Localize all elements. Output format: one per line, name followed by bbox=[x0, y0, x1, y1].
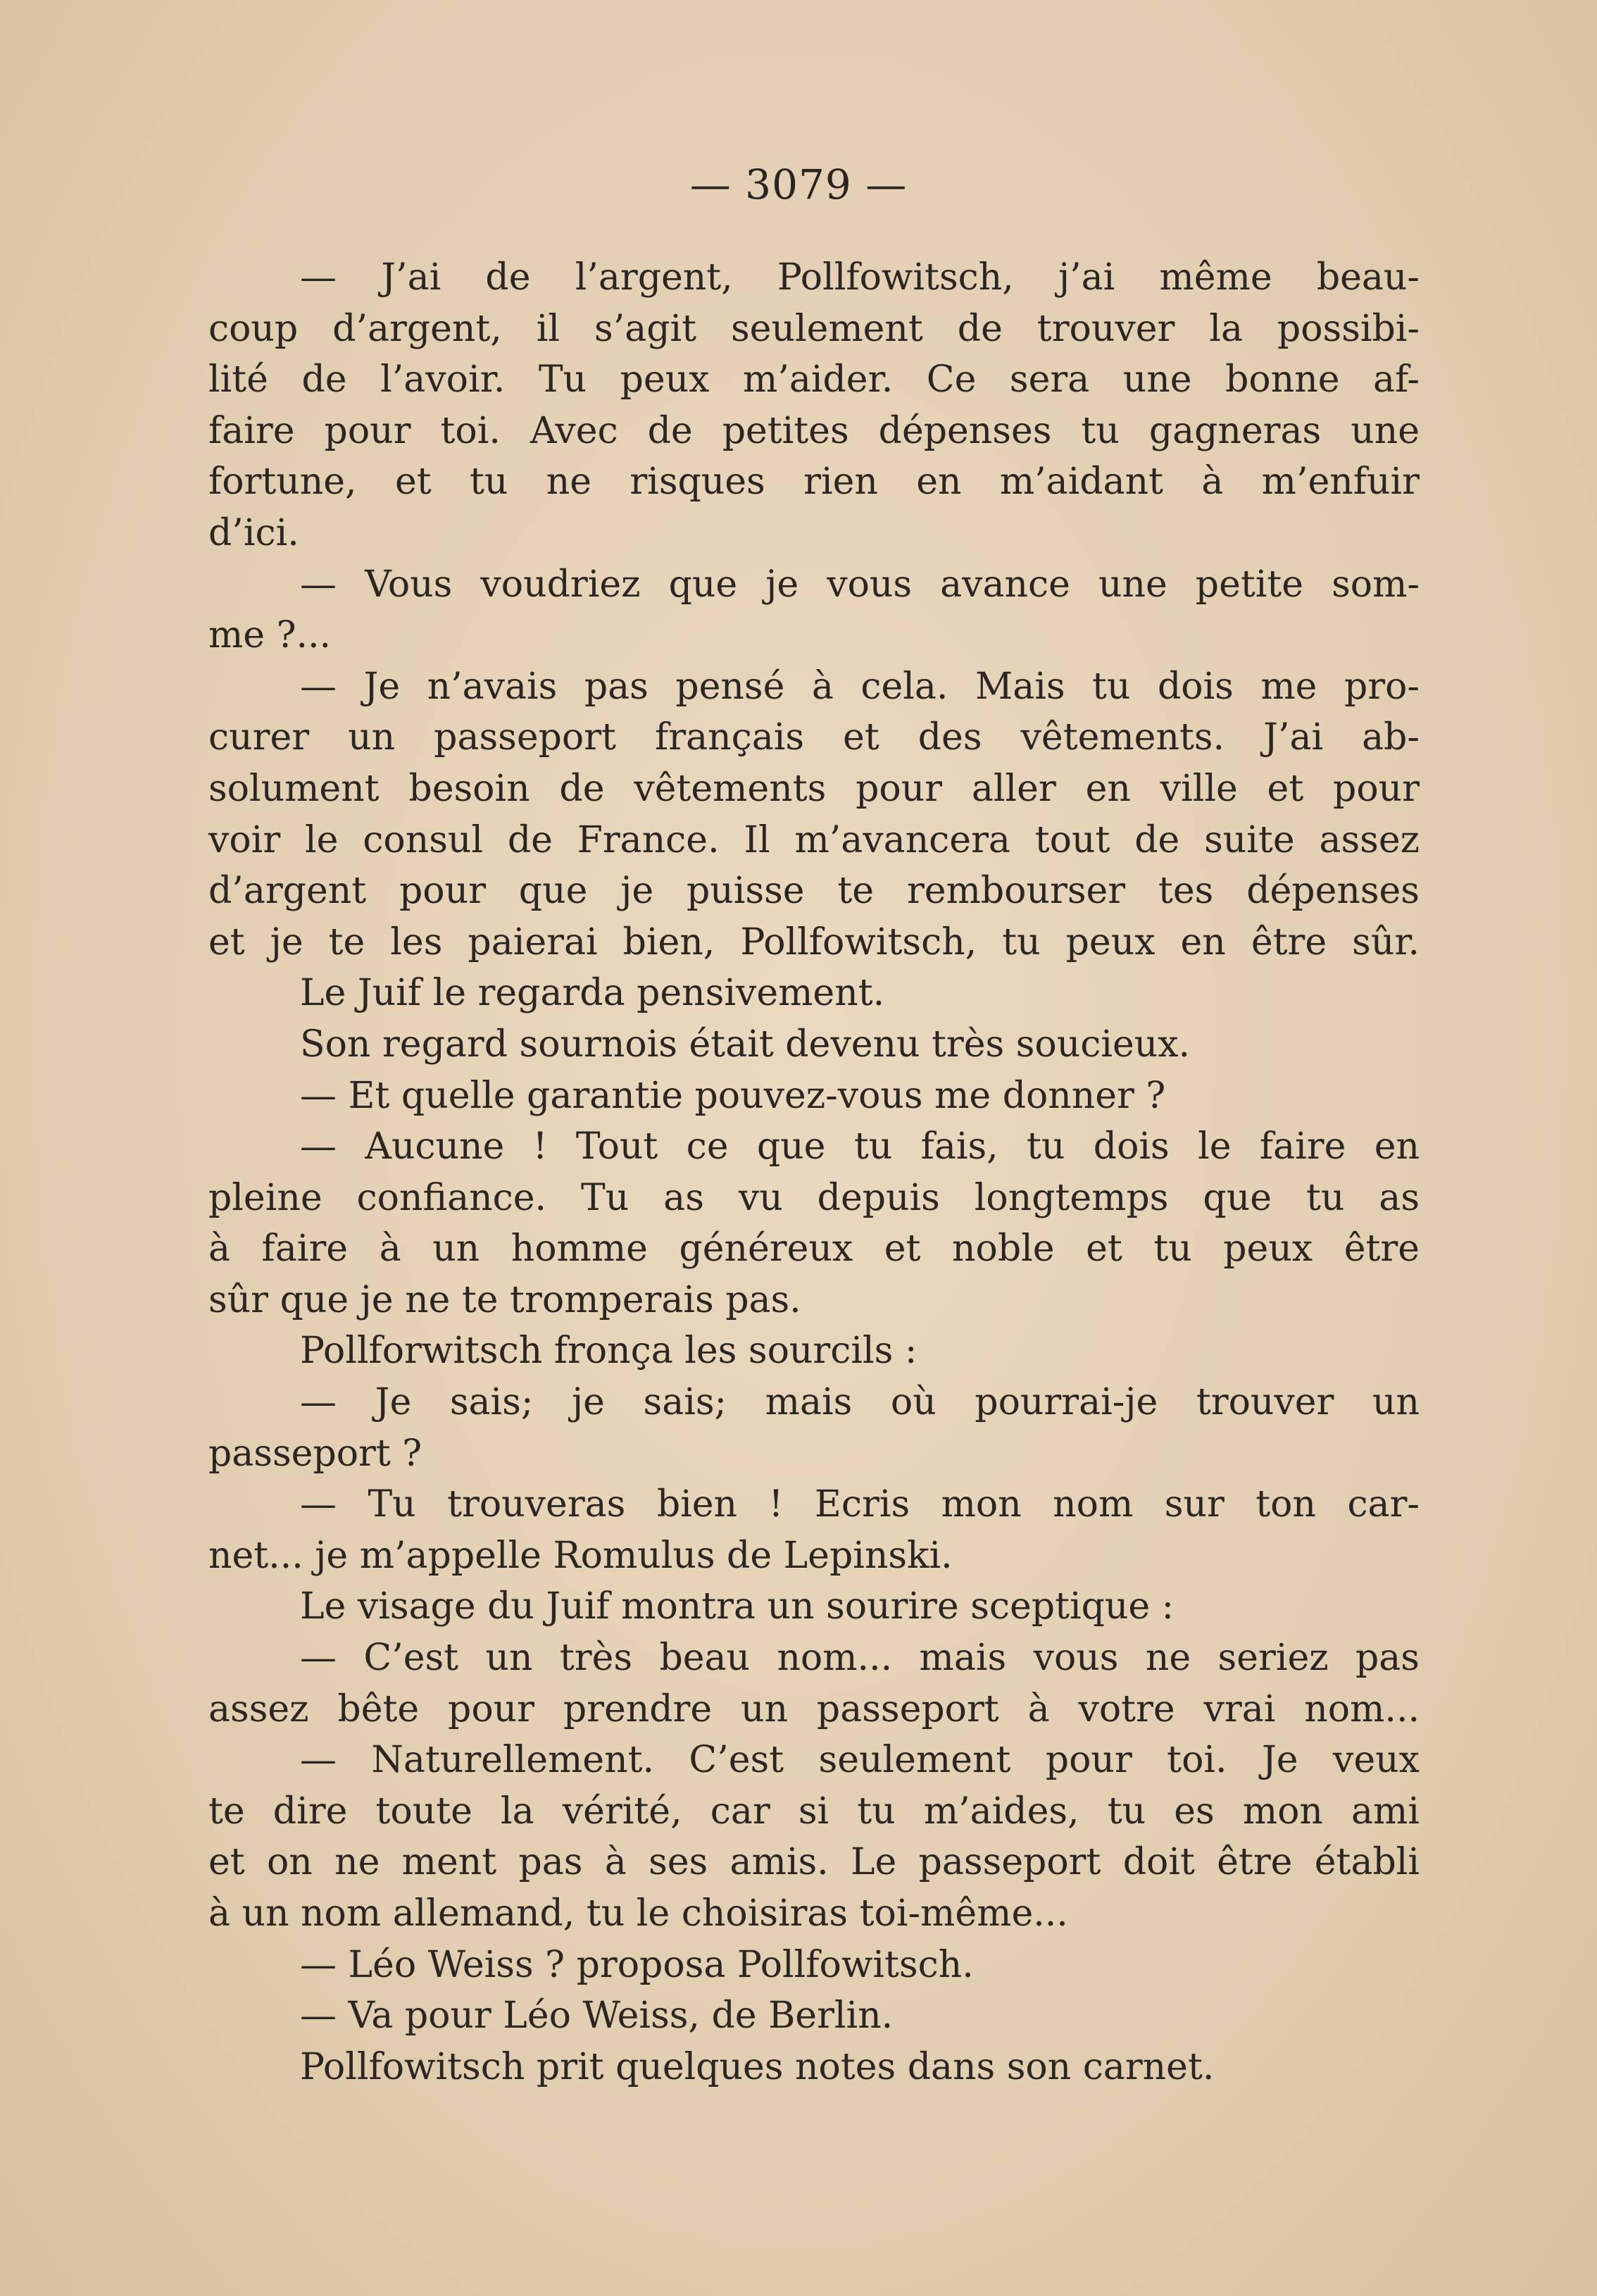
text-line: Le visage du Juif montra un sourire sceptique : bbox=[300, 1585, 1175, 1628]
text-line: voir le consul de France. Il m’avancera tout de suite assez bbox=[208, 818, 1420, 861]
text-line: — Et quelle garantie pouvez-vous me donner ? bbox=[300, 1074, 1166, 1117]
text-line: lité de l’avoir. Tu peux m’aider. Ce sera une bonne af- bbox=[208, 358, 1420, 401]
text-line: faire pour toi. Avec de petites dépenses tu gagneras une bbox=[208, 409, 1420, 452]
text-line: Son regard sournois était devenu très soucieux. bbox=[300, 1023, 1191, 1066]
text-line: à un nom allemand, tu le choisiras toi-même... bbox=[208, 1892, 1068, 1935]
text-line: Pollfowitsch prit quelques notes dans son carnet. bbox=[300, 2045, 1215, 2088]
text-line: net... je m’appelle Romulus de Lepinski. bbox=[208, 1534, 953, 1577]
text-line: assez bête pour prendre un passeport à votre vrai nom... bbox=[208, 1687, 1420, 1730]
text-line: — Tu trouveras bien ! Ecris mon nom sur ton car- bbox=[300, 1483, 1420, 1526]
text-line: fortune, et tu ne risques rien en m’aidant à m’enfuir bbox=[208, 461, 1420, 504]
text-line: sûr que je ne te tromperais pas. bbox=[208, 1278, 801, 1321]
body-text bbox=[208, 252, 1420, 2092]
text-line: — Vous voudriez que je vous avance une petite som- bbox=[300, 563, 1420, 606]
text-line: — Je n’avais pas pensé à cela. Mais tu dois me pro- bbox=[300, 665, 1420, 708]
text-line: me ?... bbox=[208, 614, 332, 657]
text-line: Le Juif le regarda pensivement. bbox=[300, 972, 885, 1015]
page-number: — 3079 — bbox=[689, 161, 908, 208]
text-line: passeport ? bbox=[208, 1432, 422, 1475]
text-line: te dire toute la vérité, car si tu m’aides, tu es mon ami bbox=[208, 1790, 1420, 1833]
text-line: à faire à un homme généreux et noble et tu peux être bbox=[208, 1228, 1420, 1271]
text-line: — C’est un très beau nom... mais vous ne seriez pas bbox=[300, 1637, 1420, 1680]
text-line: — J’ai de l’argent, Pollfowitsch, j’ai même beau- bbox=[300, 256, 1420, 299]
text-line: — Aucune ! Tout ce que tu fais, tu dois le faire en bbox=[300, 1125, 1420, 1168]
text-line: d’ici. bbox=[208, 511, 299, 554]
text-line: coup d’argent, il s’agit seulement de trouver la possibi- bbox=[208, 307, 1420, 350]
text-line: et je te les paierai bien, Pollfowitsch, tu peux en être sûr. bbox=[208, 921, 1420, 963]
text-line: — Naturellement. C’est seulement pour toi. Je veux bbox=[300, 1739, 1420, 1782]
text-line: d’argent pour que je puisse te rembourser tes dépenses bbox=[208, 870, 1420, 913]
text-line: — Léo Weiss ? proposa Pollfowitsch. bbox=[300, 1943, 974, 1986]
text-line: — Je sais; je sais; mais où pourrai-je trouver un bbox=[300, 1381, 1420, 1424]
text-line: Pollforwitsch fronça les sourcils : bbox=[300, 1330, 918, 1373]
text-line: pleine confiance. Tu as vu depuis longtemps que tu as bbox=[208, 1176, 1420, 1219]
text-line: et on ne ment pas à ses amis. Le passeport doit être établi bbox=[208, 1841, 1420, 1884]
text-line: solument besoin de vêtements pour aller en ville et pour bbox=[208, 767, 1420, 810]
text-line: curer un passeport français et des vêtements. J’ai ab- bbox=[208, 716, 1420, 759]
text-line: — Va pour Léo Weiss, de Berlin. bbox=[300, 1995, 894, 2038]
